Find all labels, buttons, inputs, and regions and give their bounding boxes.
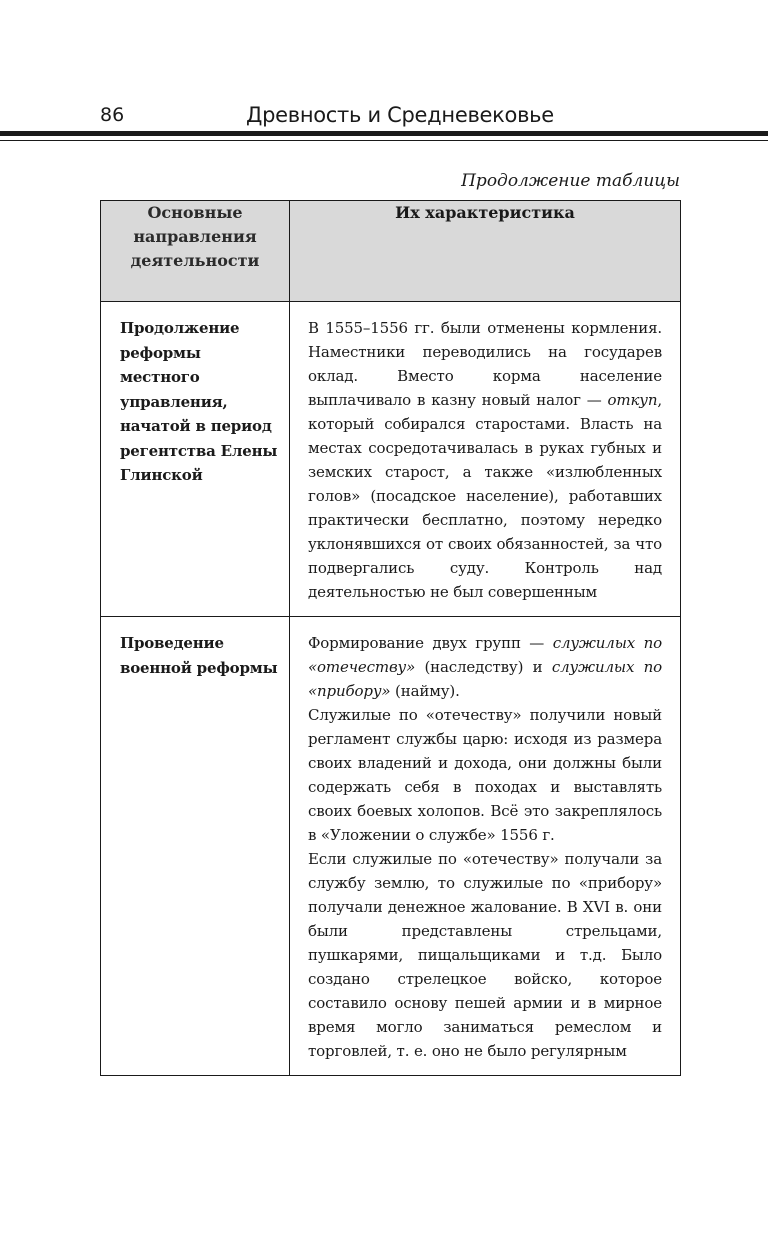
italic-term: служилых по «прибору» xyxy=(308,658,662,700)
table-continuation-label: Продолжение таблицы xyxy=(461,171,680,191)
text-segment: Если служилые по «отечеству» получали за службу землю, то служилые по «прибору» получали денежное жалование. В XVI в. они были представлены стрельцами, пушкарями, пищальщиками и т.д. Было создано стрелецкое войско, которое составило основу пешей армии и в мирное время могло заниматься ремеслом и торговлей, т. е. оно не было регулярным xyxy=(308,850,662,1060)
direction-cell: Проведение военной реформы xyxy=(101,617,290,1076)
header-rule-thick xyxy=(0,131,768,136)
text-segment: (найму). xyxy=(390,682,460,700)
page-number: 86 xyxy=(100,104,125,126)
characteristic-paragraph xyxy=(308,703,662,847)
direction-cell: Продолжение реформы местного управления, начатой в период регентства Елены Глинской xyxy=(101,302,290,617)
text-segment: , который собирался старостами. Власть на местах сосредотачивалась в руках губных и земских старост, а также «излюбленных голов» (посадское население), работавших практически бесплатно, поэтому нередко уклонявшихся от своих обязанностей, за что подвергались суду. Контроль над деятельностью не был совершенным xyxy=(308,391,662,601)
table-header-row xyxy=(101,201,681,302)
table-row xyxy=(101,617,681,1076)
characteristic-paragraph xyxy=(308,631,662,703)
characteristic-paragraph xyxy=(308,316,662,604)
text-segment: Служилые по «отечеству» получили новый регламент службы царю: исходя из размера своих владений и дохода, они должны были содержать себя в походах и выставлять своих боевых холопов. Всё это закреплялось в «Уложении о службе» 1556 г. xyxy=(308,706,662,844)
text-segment: Формирование двух групп — xyxy=(308,634,553,652)
reforms-table xyxy=(100,200,681,1076)
characteristic-paragraph xyxy=(308,847,662,1063)
text-segment: В 1555–1556 гг. были отменены кормления. Наместники переводились на государев оклад. Вместо корма население выплачивало в казну новый налог — xyxy=(308,319,662,409)
italic-term: служилых по «отечеству» xyxy=(308,634,662,676)
text-segment: (наследству) и xyxy=(415,658,552,676)
characteristic-cell xyxy=(290,617,681,1076)
column-header-directions: Основные направления деятельности xyxy=(101,201,290,302)
table-body xyxy=(101,302,681,1076)
running-title: Древность и Средневековье xyxy=(246,103,554,127)
header-rule-thin xyxy=(0,140,768,141)
italic-term: откуп xyxy=(607,391,658,409)
column-header-characteristics: Их характеристика xyxy=(290,201,681,302)
characteristic-cell xyxy=(290,302,681,617)
page-header xyxy=(0,98,768,132)
table-row xyxy=(101,302,681,617)
